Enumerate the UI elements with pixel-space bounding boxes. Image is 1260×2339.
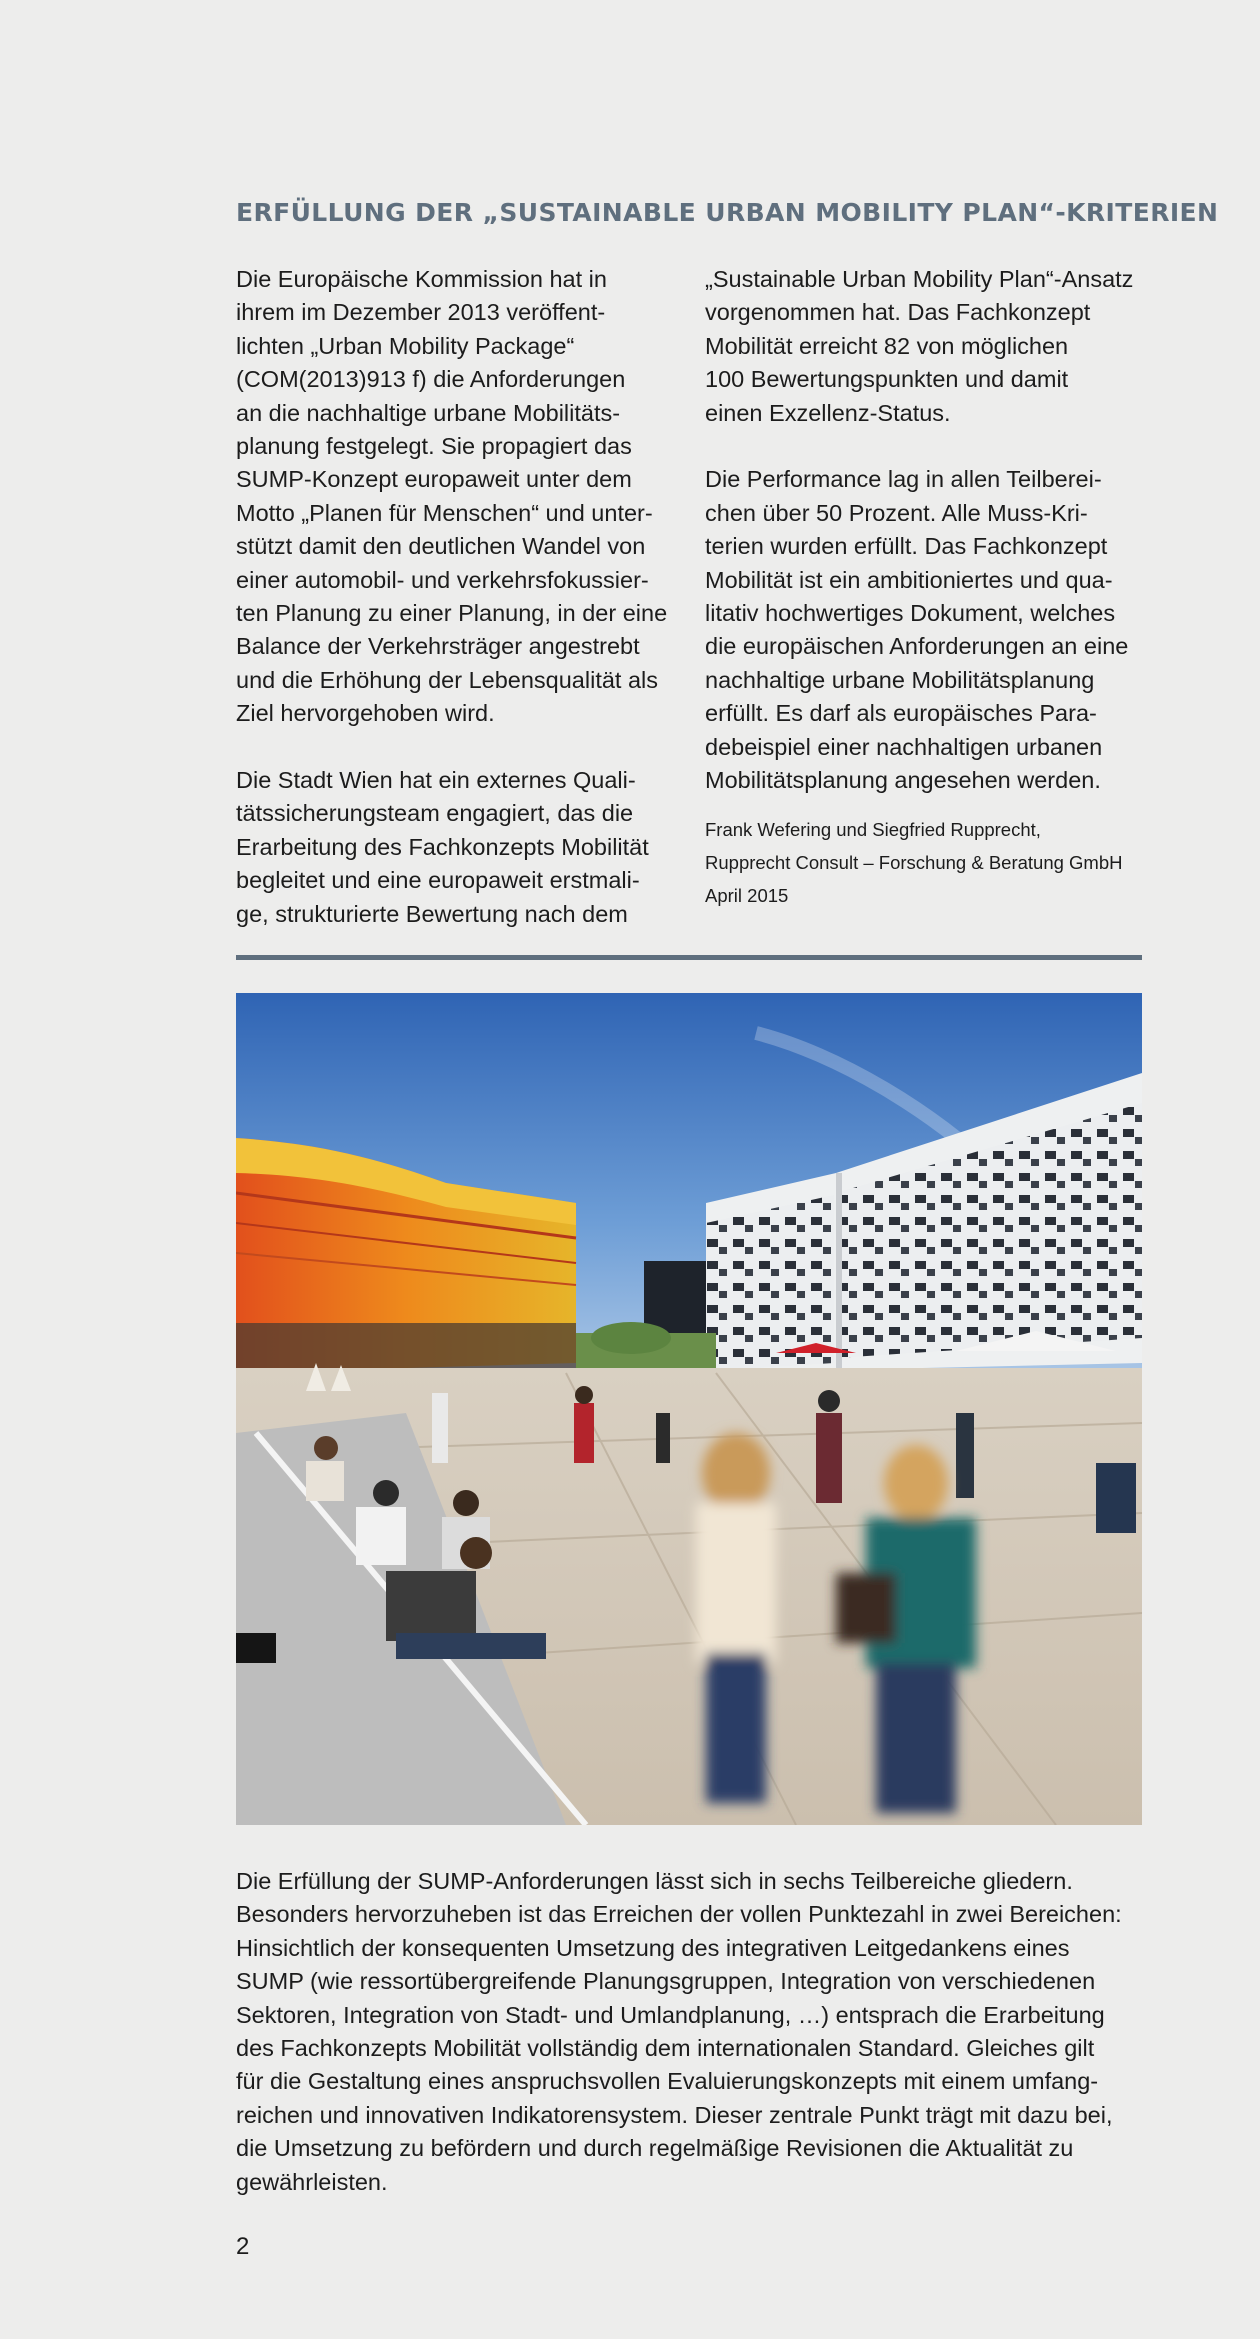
signature	[705, 813, 1145, 912]
text-line: lichten „Urban Mobility Package“	[236, 332, 575, 359]
left-paragraph-2	[236, 764, 676, 931]
paragraph-gap	[236, 731, 676, 764]
page-number: 2	[236, 2233, 250, 2260]
text-line: einen Exzellenz-Status.	[705, 399, 951, 426]
text-line: begleitet und eine europaweit erstmali-	[236, 867, 640, 894]
text-line: gewährleisten.	[236, 2168, 388, 2195]
text-line: Sektoren, Integration von Stadt- und Umlandplanung, …) entsprach die Erarbeitung	[236, 2001, 1105, 2028]
paragraph-gap	[705, 430, 1145, 463]
text-line: erfüllt. Es darf als europäisches Para-	[705, 700, 1097, 727]
text-line: 100 Bewertungspunkten und damit	[705, 366, 1069, 393]
text-line: Die Stadt Wien hat ein externes Quali-	[236, 767, 636, 794]
text-line: des Fachkonzepts Mobilität vollständig dem internationalen Standard. Gleiches gilt	[236, 2035, 1095, 2062]
section-divider	[236, 955, 1142, 960]
text-line: tätssicherungsteam engagiert, das die	[236, 800, 634, 827]
text-line: stützt damit den deutlichen Wandel von	[236, 533, 646, 560]
left-paragraph-1	[236, 263, 676, 731]
text-line: Balance der Verkehrsträger angestrebt	[236, 633, 640, 660]
text-line: „Sustainable Urban Mobility Plan“-Ansatz	[705, 266, 1134, 292]
text-line: SUMP-Konzept europaweit unter dem	[236, 466, 632, 493]
page-title: ERFÜLLUNG DER „SUSTAINABLE URBAN MOBILITY PLAN“-KRITERIEN	[236, 198, 1219, 227]
text-line: ge, strukturierte Bewertung nach dem	[236, 900, 628, 927]
text-line: Mobilitätsplanung angesehen werden.	[705, 767, 1101, 794]
city-square-photo	[236, 993, 1142, 1825]
text-line: terien wurden erfüllt. Das Fachkonzept	[705, 533, 1108, 560]
text-line: einer automobil- und verkehrsfokussier-	[236, 566, 649, 593]
right-paragraph-1	[705, 263, 1145, 430]
right-column	[705, 263, 1145, 912]
text-line: debeispiel einer nachhaltigen urbanen	[705, 733, 1103, 760]
signature-line: Frank Wefering und Siegfried Rupprecht,	[705, 819, 1041, 841]
text-line: Erarbeitung des Fachkonzepts Mobilität	[236, 833, 649, 860]
signature-line: Rupprecht Consult – Forschung & Beratung GmbH	[705, 852, 1123, 874]
text-line: litativ hochwertiges Dokument, welches	[705, 600, 1116, 627]
signature-line: April 2015	[705, 885, 789, 907]
text-line: Die Performance lag in allen Teilberei-	[705, 466, 1102, 493]
text-line: ihrem im Dezember 2013 veröffent-	[236, 299, 606, 326]
text-line: die europäischen Anforderungen an eine	[705, 633, 1129, 660]
text-line: reichen und innovativen Indikatorensystem. Dieser zentrale Punkt trägt mit dazu bei,	[236, 2101, 1113, 2128]
text-line: planung festgelegt. Sie propagiert das	[236, 433, 632, 460]
text-line: SUMP (wie ressortübergreifende Planungsgruppen, Integration von verschiedenen	[236, 1968, 1096, 1995]
text-line: Mobilität ist ein ambitioniertes und qua-	[705, 566, 1113, 593]
right-paragraph-2	[705, 463, 1145, 797]
text-line: chen über 50 Prozent. Alle Muss-Kri-	[705, 499, 1088, 526]
text-line: Hinsichtlich der konsequenten Umsetzung des integrativen Leitgedankens eines	[236, 1934, 1070, 1961]
text-line: Die Europäische Kommission hat in	[236, 266, 607, 292]
text-line: die Umsetzung zu befördern und durch regelmäßige Revisionen die Aktualität zu	[236, 2135, 1074, 2162]
left-column	[236, 263, 676, 931]
text-line: vorgenommen hat. Das Fachkonzept	[705, 299, 1091, 326]
text-line: Die Erfüllung der SUMP-Anforderungen lässt sich in sechs Teilbereiche gliedern.	[236, 1868, 1073, 1894]
text-line: an die nachhaltige urbane Mobilitäts-	[236, 399, 621, 426]
text-line: (COM(2013)913 f) die Anforderungen	[236, 366, 626, 393]
text-line: Besonders hervorzuheben ist das Erreichen der vollen Punktezahl in zwei Bereichen:	[236, 1901, 1122, 1928]
text-line: und die Erhöhung der Lebensqualität als	[236, 666, 659, 693]
body-paragraph	[236, 1865, 1156, 2199]
text-line: Ziel hervorgehoben wird.	[236, 700, 495, 727]
text-line: Motto „Planen für Menschen“ und unter-	[236, 499, 653, 526]
text-line: ten Planung zu einer Planung, in der eine	[236, 600, 668, 627]
text-line: für die Gestaltung eines anspruchsvollen Evaluierungskonzepts mit einem umfang-	[236, 2068, 1099, 2095]
text-line: nachhaltige urbane Mobilitätsplanung	[705, 666, 1095, 693]
text-line: Mobilität erreicht 82 von möglichen	[705, 332, 1069, 359]
